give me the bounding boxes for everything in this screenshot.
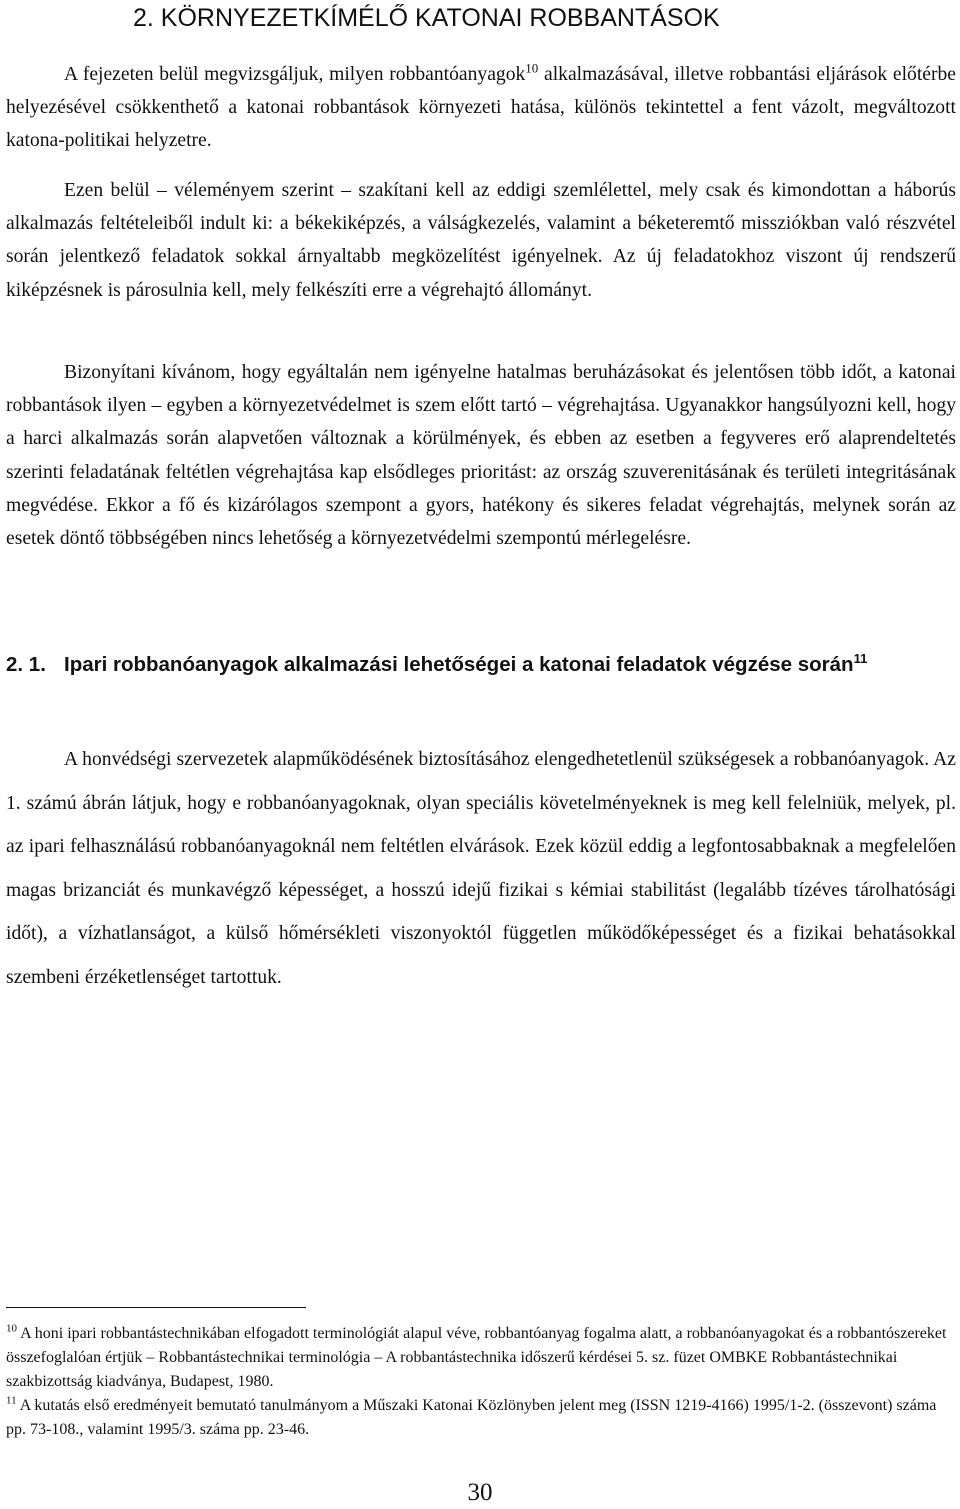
footnote-separator: [6, 1307, 306, 1308]
chapter-title: 2. KÖRNYEZETKÍMÉLŐ KATONAI ROBBANTÁSOK: [133, 4, 720, 32]
paragraph-argument: Bizonyítani kívánom, hogy egyáltalán nem igényelne hatalmas beruházásokat és jelentősen több időt, a katonai robbantások ilyen – egyben a környezetvédelmet is szem előtt tartó – végrehajtása. Ugyanakkor hangsúlyozni kell, hogy a harci alkalmazás során alapvetően változnak a körülmények, és ebben az esetben a fegyveres erő alaprendeltetés szerinti feladatának feltétlen végrehajtása kap elsődleges prioritást: az ország szuverenitásának és területi integritásának megvédése. Ekkor a fő és kizárólagos szempont a gyors, hatékony és sikeres feladat végrehajtás, melynek során az esetek döntő többségében nincs lehetőség a környezetvédelmi szempontú mérlegelésre.: [6, 362, 956, 550]
paragraph-intro-text-a: A fejezeten belül megvizsgáljuk, milyen robbantóanyagok: [64, 64, 526, 85]
footnote-11-text: A kutatás első eredményeit bemutató tanulmányom a Műszaki Katonai Közlönyben jelent meg (ISSN 1219-4166) 1995/1-2. (összevont) száma pp. 73-108., valamint 1995/3. száma pp. 23-46.: [6, 1397, 937, 1438]
footnote-mark-11: 11: [6, 1394, 17, 1407]
page-number: 30: [467, 1479, 493, 1506]
paragraph-requirements: A honvédségi szervezetek alapműködésének biztosításához elengedhetetlenül szükségesek a robbanóanyagok. Az 1. számú ábrán látjuk, hogy e robbanóanyagoknak, olyan speciális követelményeknek is meg kell felelniük, melyek, pl. az ipari felhasználású robbanóanyagoknál nem feltétlen elvárások. Ezek közül eddig a legfontosabbaknak a megfelelően magas brizanciát és munkavégző képességet, a hosszú idejű fizikai s kémiai stabilitást (legalább tízéves tárolhatósági időt), a vízhatlanságot, a külső hőmérsékleti viszonyoktól független működőképességet és a fizikai behatásokkal szembeni érzéketlenséget tartottuk.: [6, 749, 956, 988]
footnote-ref-10[interactable]: 10: [525, 60, 539, 76]
section-number: 2. 1.: [6, 653, 46, 676]
paragraph-intro: [6, 58, 956, 158]
footnotes: [6, 1322, 956, 1442]
section-heading: [6, 648, 956, 681]
footnote-ref-11[interactable]: 11: [853, 651, 868, 667]
footnote-10-text: A honi ipari robbantástechnikában elfogadott terminológiát alapul véve, robbantóanyag fogalma alatt, a robbanóanyagokat és a robbantószereket összefoglalóan értjük – Robbantástechnikai terminológia – A robbantástechnika időszerű kérdései 5. sz. füzet OMBKE Robbantástechnikai szakbizottság kiadványa, Budapest, 1980.: [6, 1325, 947, 1390]
footnote-10: [6, 1322, 956, 1394]
footnote-11: [6, 1394, 956, 1442]
paragraph-approach: Ezen belül – véleményem szerint – szakítani kell az eddigi szemlélettel, mely csak és kimondottan a háborús alkalmazás feltételeiből indult ki: a békekiképzés, a válságkezelés, valamint a béketeremtő missziókban való részvétel során jelentkező feladatok sokkal árnyaltabb megközelítést igényelnek. Az új feladatokhoz viszont új rendszerű kiképzésnek is párosulnia kell, mely felkészíti erre a végrehajtó állományt.: [6, 180, 956, 301]
paragraph-intro-text-b: alkalmazásával, illetve robbantási eljárások előtérbe helyezésével csökkenthető a katonai robbantások környezeti hatása, különös tekintettel a fent vázolt, megváltozott katona-politikai helyzetre.: [6, 64, 956, 152]
section-title: Ipari robbanóanyagok alkalmazási lehetőségei a katonai feladatok végzése során: [64, 653, 854, 676]
footnote-mark-10: 10: [6, 1322, 17, 1335]
